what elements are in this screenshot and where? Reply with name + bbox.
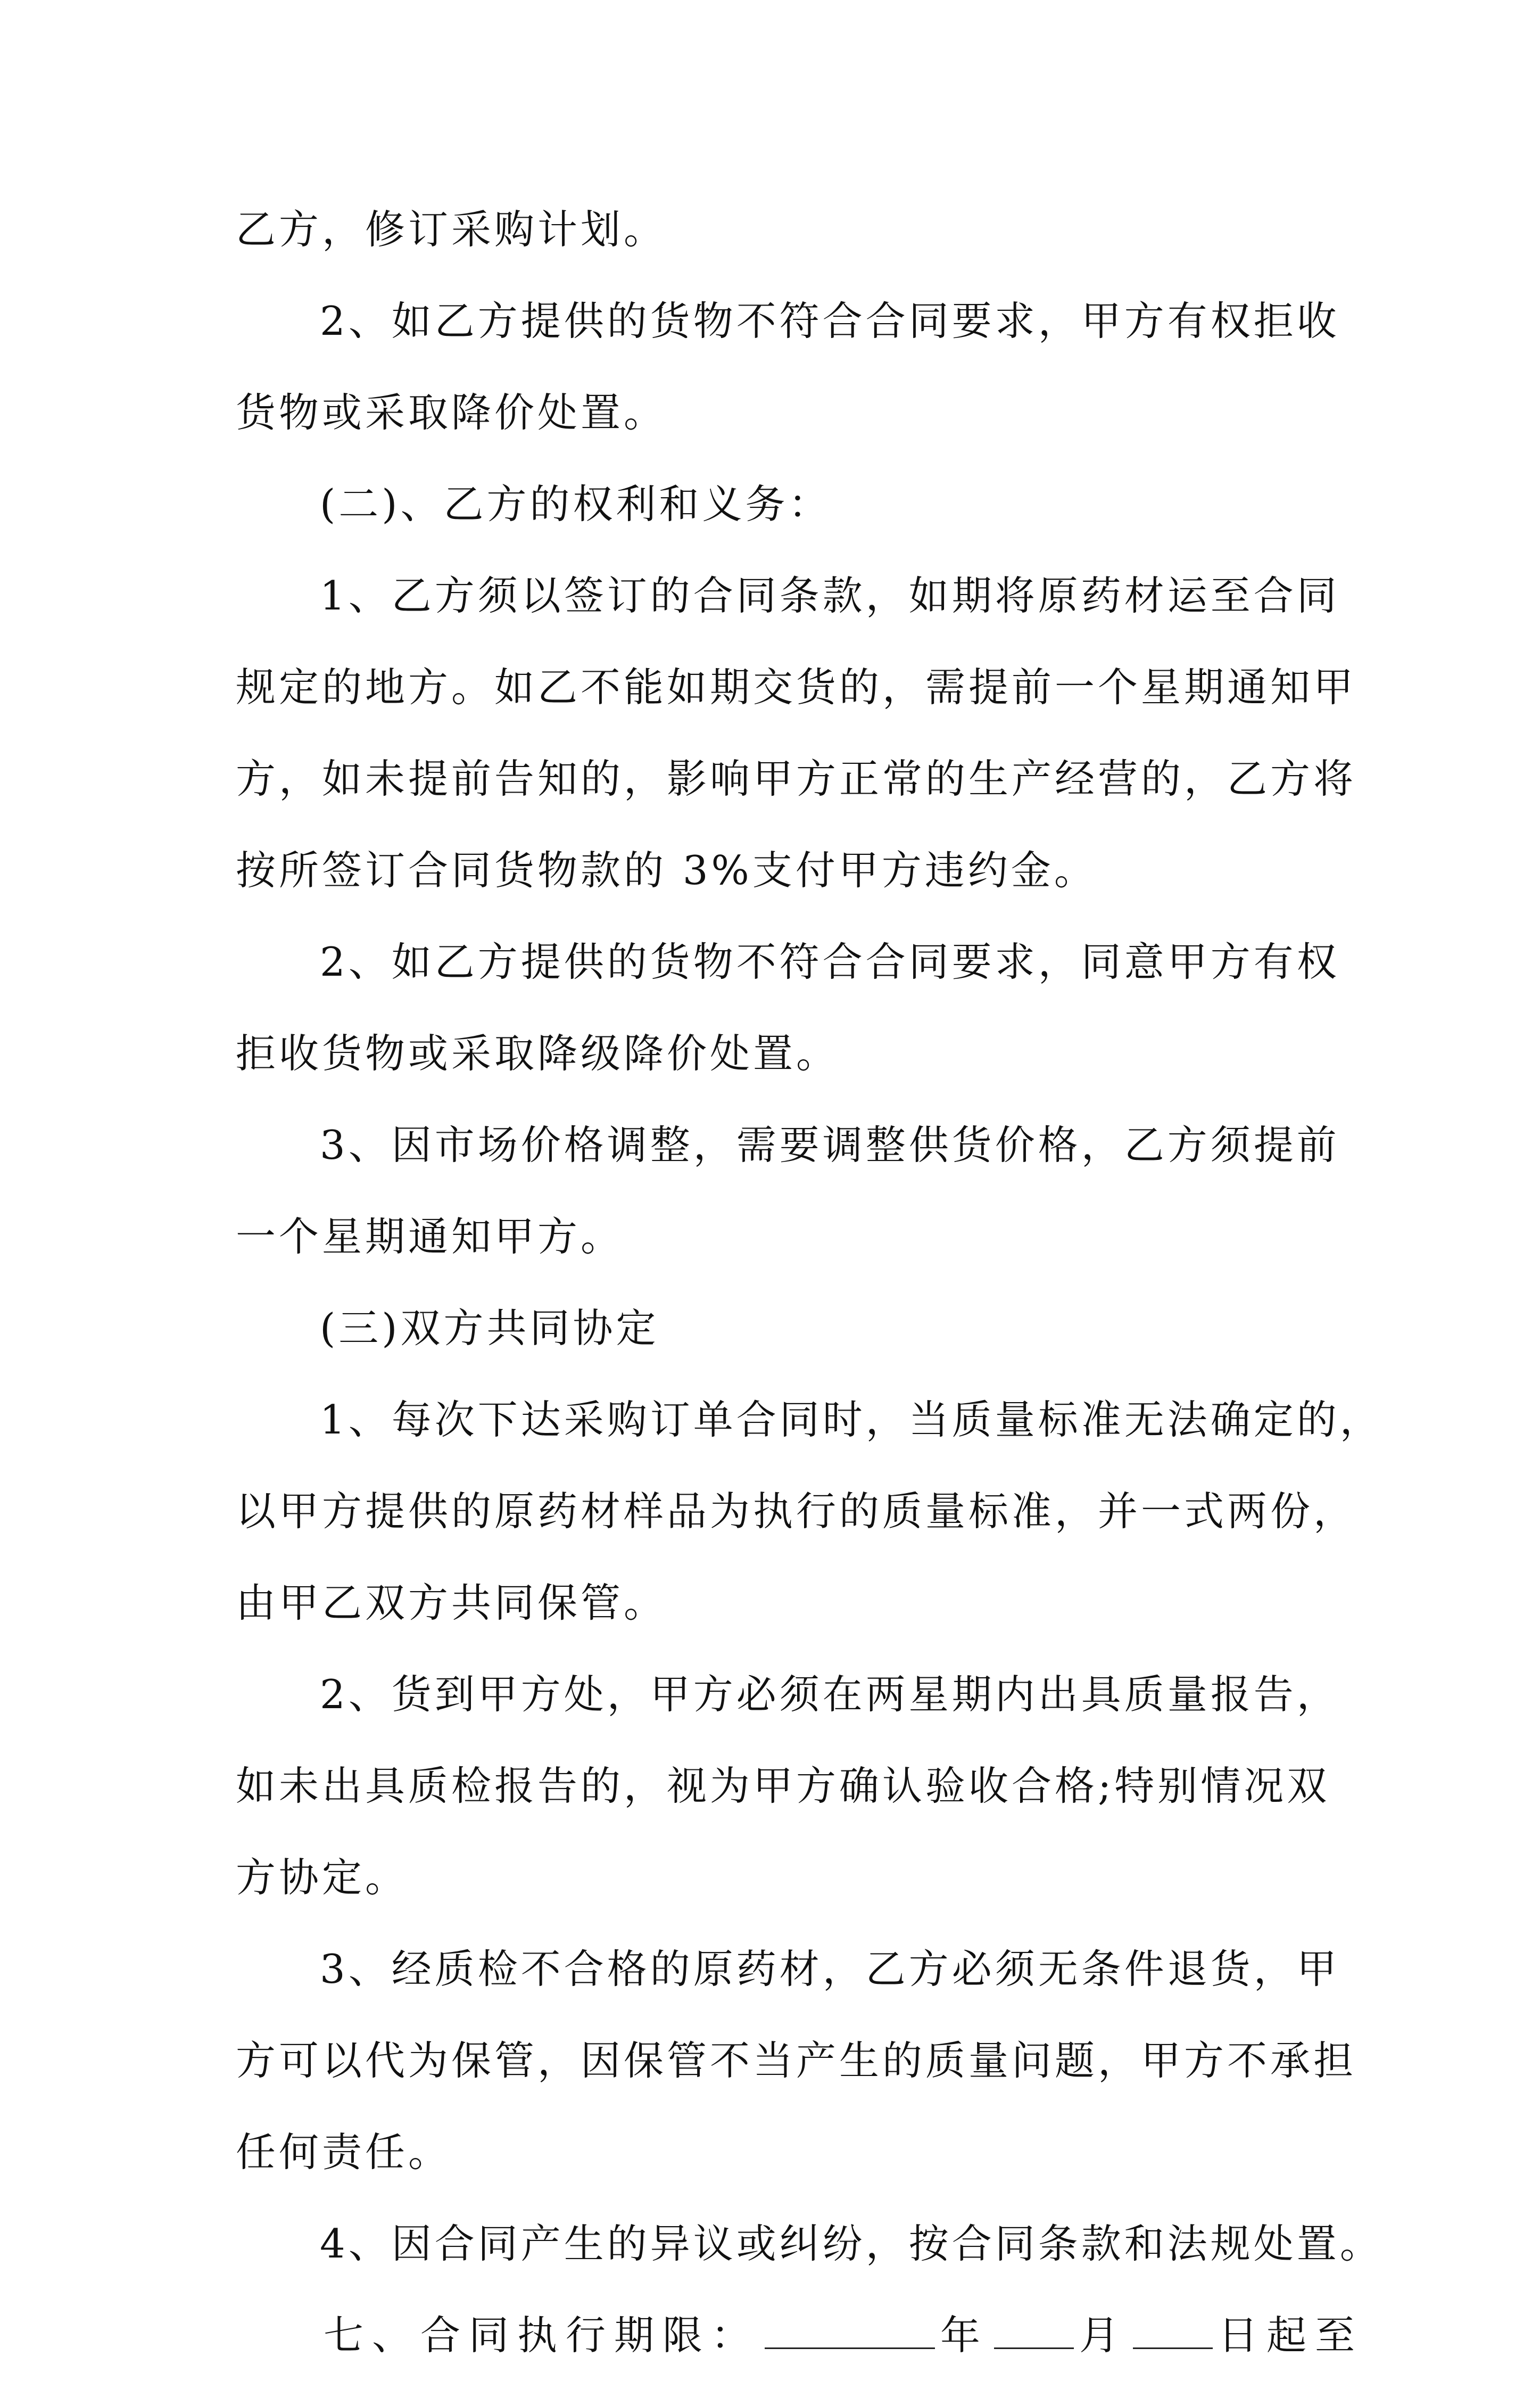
paragraph-line: 1、乙方须以签订的合同条款，如期将原药材运至合同 xyxy=(320,572,1340,619)
paragraph-line: 乙方，修订采购计划。 xyxy=(236,206,667,253)
day-blank[interactable] xyxy=(1133,2316,1213,2349)
paragraph-line: 规定的地方。如乙不能如期交货的，需提前一个星期通知甲 xyxy=(236,664,1357,711)
paragraph-line: 4、因合同产生的异议或纠纷，按合同条款和法规处置。 xyxy=(320,2220,1383,2267)
paragraph-line: 2、如乙方提供的货物不符合合同要求，甲方有权拒收 xyxy=(320,298,1340,344)
paragraph-line: 如未出具质检报告的，视为甲方确认验收合格;特别情况双 xyxy=(236,1762,1330,1809)
paragraph-line: 2、货到甲方处，甲方必须在两星期内出具质量报告， xyxy=(320,1671,1340,1718)
paragraph-line: 2、如乙方提供的货物不符合合同要求，同意甲方有权 xyxy=(320,938,1340,985)
paragraph-line: 由甲乙双方共同保管。 xyxy=(236,1579,667,1626)
paragraph-line: 1、每次下达采购订单合同时，当质量标准无法确定的， xyxy=(320,1396,1383,1443)
paragraph-line: 货物或采取降价处置。 xyxy=(236,389,667,436)
year-label: 年 xyxy=(940,2312,989,2359)
paragraph-line: 一个星期通知甲方。 xyxy=(236,1213,624,1260)
section-heading: (三)双方共同协定 xyxy=(320,1305,659,1352)
document-page xyxy=(236,184,1383,2381)
year-blank[interactable] xyxy=(765,2316,935,2349)
paragraph-line: 3、经质检不合格的原药材，乙方必须无条件退货，甲 xyxy=(320,1946,1340,1992)
paragraph-line: 拒收货物或采取降级降价处置。 xyxy=(236,1030,840,1077)
paragraph-line: 按所签订合同货物款的 3%支付甲方违约金。 xyxy=(236,847,1097,894)
contract-term-line xyxy=(236,2289,1364,2381)
paragraph-line: 方协定。 xyxy=(236,1854,409,1901)
month-blank[interactable] xyxy=(994,2316,1074,2349)
month-label: 月 xyxy=(1079,2312,1128,2359)
day-from-label: 日起至 xyxy=(1218,2312,1364,2359)
paragraph-line: 方，如未提前告知的，影响甲方正常的生产经营的，乙方将 xyxy=(236,755,1357,802)
section-heading: (二)、乙方的权利和义务： xyxy=(320,481,832,528)
paragraph-line: 3、因市场价格调整，需要调整供货价格，乙方须提前 xyxy=(320,1122,1340,1168)
paragraph-line: 任何责任。 xyxy=(236,2129,452,2176)
paragraph-line: 方可以代为保管，因保管不当产生的质量问题，甲方不承担 xyxy=(236,2037,1357,2084)
term-label: 七、合同执行期限： xyxy=(324,2312,760,2359)
paragraph-line: 以甲方提供的原药材样品为执行的质量标准，并一式两份， xyxy=(236,1488,1357,1535)
